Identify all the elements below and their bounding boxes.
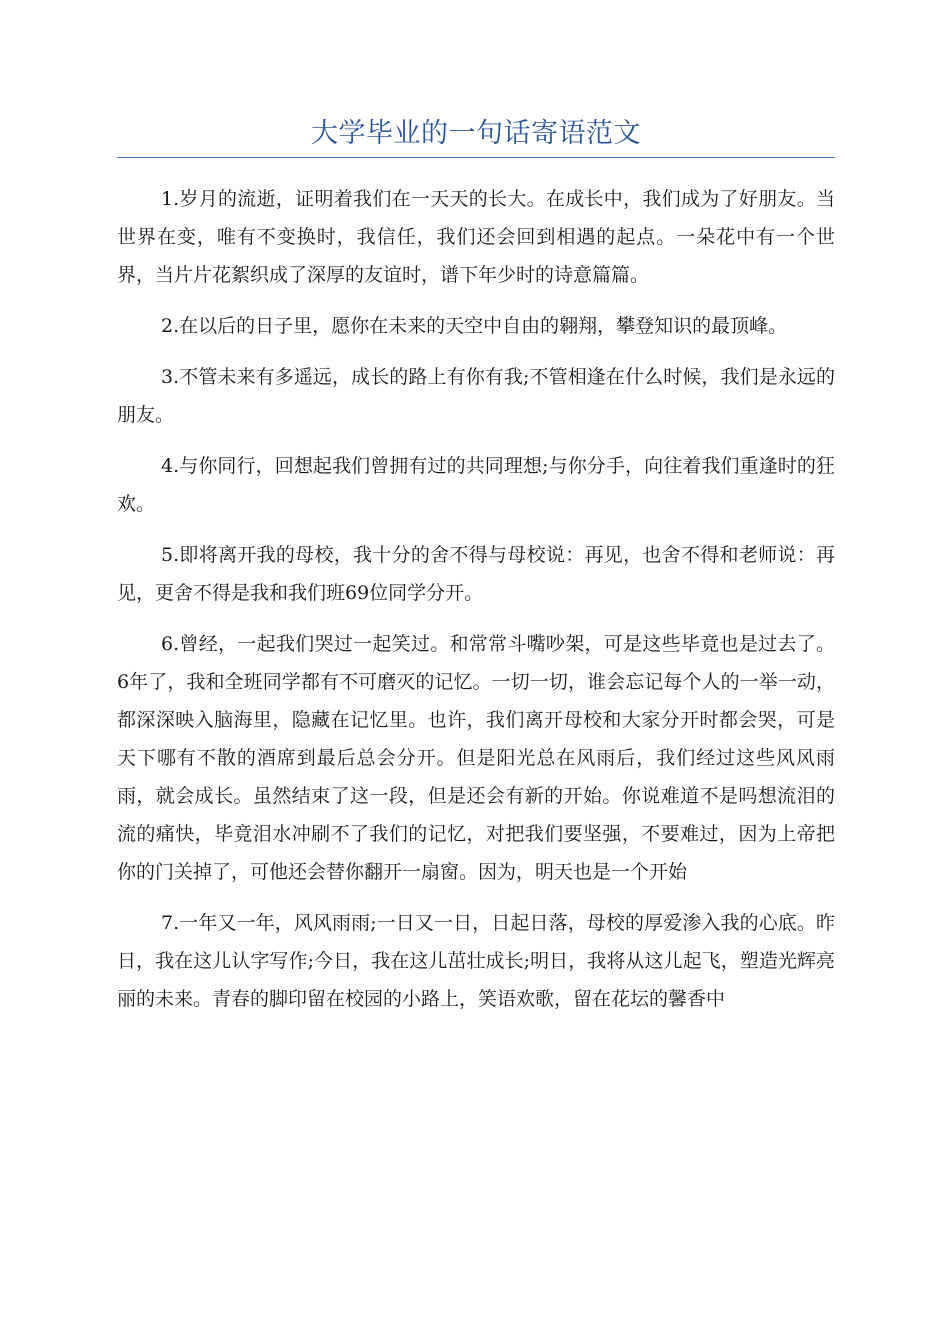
paragraph-1: 1.岁月的流逝，证明着我们在一天天的长大。在成长中，我们成为了好朋友。当世界在变，唯有不变换时，我信任，我们还会回到相遇的起点。一朵花中有一个世界，当片片花絮织成了深厚的友谊时，谱下年少时的诗意篇篇。 <box>117 188 835 286</box>
paragraph-7: 7.一年又一年，风风雨雨;一日又一日，日起日落，母校的厚爱渗入我的心底。昨日，我在这儿认字写作;今日，我在这儿茁壮成长;明日，我将从这儿起飞，塑造光辉亮丽的未来。青春的脚印留在校园的小路上，笑语欢歌，留在花坛的馨香中 <box>117 912 835 1010</box>
paragraph-4: 4.与你同行，回想起我们曾拥有过的共同理想;与你分手，向往着我们重逢时的狂欢。 <box>117 455 835 515</box>
document-body <box>117 180 835 1018</box>
document-title: 大学毕业的一句话寄语范文 <box>311 118 641 149</box>
paragraph-5: 5.即将离开我的母校，我十分的舍不得与母校说：再见，也舍不得和老师说：再见，更舍不得是我和我们班69位同学分开。 <box>117 544 835 604</box>
paragraph-3: 3.不管未来有多遥远，成长的路上有你有我;不管相逢在什么时候，我们是永远的朋友。 <box>117 366 835 426</box>
paragraph-2: 2.在以后的日子里，愿你在未来的天空中自由的翱翔，攀登知识的最顶峰。 <box>161 315 788 337</box>
title-underline <box>117 157 835 158</box>
document-page <box>117 112 835 1031</box>
paragraph-6: 6.曾经，一起我们哭过一起笑过。和常常斗嘴吵架，可是这些毕竟也是过去了。6年了，我和全班同学都有不可磨灭的记忆。一切一切，谁会忘记每个人的一举一动，都深深映入脑海里，隐藏在记忆里。也许，我们离开母校和大家分开时都会哭，可是天下哪有不散的酒席到最后总会分开。但是阳光总在风雨后，我们经过这些风风雨雨，就会成长。虽然结束了这一段，但是还会有新的开始。你说难道不是吗想流泪的流的痛快，毕竟泪水冲刷不了我们的记忆，对把我们要坚强，不要难过，因为上帝把你的门关掉了，可他还会替你翻开一扇窗。因为，明天也是一个开始 <box>117 633 835 883</box>
